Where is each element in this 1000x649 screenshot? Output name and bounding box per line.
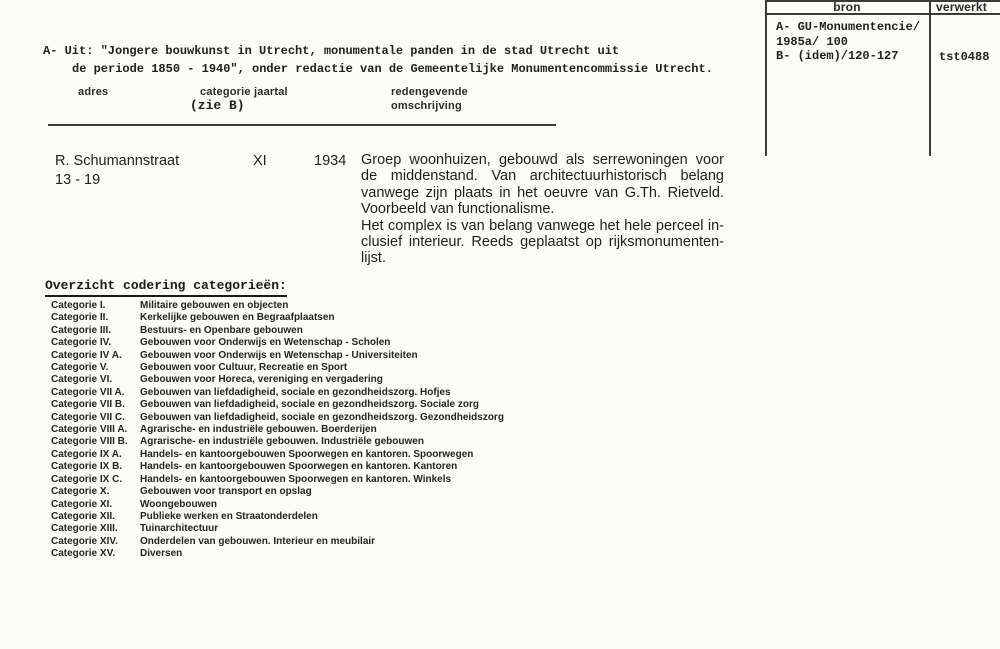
category-label: Tuinarchitectuur <box>140 523 219 535</box>
category-label: Handels- en kantoorgebouwen Spoorwegen en kantoren. Spoorwegen <box>140 448 474 460</box>
column-header-adres: adres <box>78 86 109 98</box>
category-item <box>51 424 504 436</box>
category-label: Militaire gebouwen en objecten <box>140 300 289 311</box>
category-code: Categorie IX C. <box>51 473 123 485</box>
categories-heading: Overzicht codering categorieën: <box>45 278 287 297</box>
category-item <box>51 523 504 535</box>
description-line: Groep woonhuizen, gebouwd als serrewoningen voor <box>361 152 724 168</box>
description-line: Voorbeeld van functionalisme. <box>361 201 555 218</box>
category-code: Categorie XI. <box>51 498 113 510</box>
category-code: Categorie VIII B. <box>51 436 128 448</box>
source-table-header-verwerkt: verwerkt <box>936 0 987 14</box>
entry-address-line2: 13 - 19 <box>55 172 101 188</box>
description-line: clusief interieur. Reeds geplaatst op rijksmonumenten- <box>361 234 724 251</box>
category-label: Gebouwen van liefdadigheid, sociale en gezondheidszorg. Gezondheidszorg <box>140 411 504 423</box>
description-line: Het complex is van belang vanwege het hele perceel in- <box>361 217 724 234</box>
category-item <box>51 387 504 399</box>
category-code: Categorie XIII. <box>51 523 118 535</box>
description-line: vanwege zijn plaats in het oeuvre van G.Th. Rietveld. <box>361 184 724 201</box>
source-table-left-border <box>765 0 767 156</box>
category-code: Categorie XV. <box>51 548 116 560</box>
category-item <box>51 350 504 362</box>
column-header-jaartal: jaartal <box>254 86 288 98</box>
category-label: Publieke werken en Straatonderdelen <box>140 510 318 522</box>
description-line: de middenstand. Van architectuurhistorisch belang <box>361 168 724 185</box>
category-code: Categorie IV. <box>51 337 112 349</box>
category-item <box>51 536 504 548</box>
category-item <box>51 436 504 448</box>
category-item <box>51 325 504 337</box>
category-item <box>51 461 504 473</box>
source-line: 1985a/ 100 <box>776 34 849 49</box>
intro-citation-line1: A- Uit: "Jongere bouwkunst in Utrecht, monumentale panden in de stad Utrecht uit <box>43 44 620 58</box>
categories-list <box>51 300 504 561</box>
column-header-omschrijving: omschrijving <box>391 100 462 112</box>
category-label: Gebouwen van liefdadigheid, sociale en gezondheidszorg. Sociale zorg <box>140 399 479 411</box>
category-item <box>51 399 504 411</box>
column-header-categorie-note: (zie B) <box>190 98 245 113</box>
category-label: Handels- en kantoorgebouwen Spoorwegen en kantoren. Winkels <box>140 473 452 485</box>
category-code: Categorie VI. <box>51 374 113 386</box>
column-header-categorie: categorie <box>200 86 251 98</box>
header-underline <box>48 124 556 126</box>
category-code: Categorie VII B. <box>51 399 125 411</box>
entry-description <box>361 152 724 267</box>
category-item <box>51 548 504 560</box>
category-code: Categorie XII. <box>51 510 115 522</box>
category-code: Categorie VII A. <box>51 386 125 398</box>
category-item <box>51 486 504 498</box>
intro-citation-line2: de periode 1850 - 1940", onder redactie van de Gemeentelijke Monumentencommissie Utrecht. <box>72 62 713 76</box>
category-code: Categorie V. <box>51 362 109 374</box>
category-item <box>51 499 504 511</box>
category-code: Categorie II. <box>51 312 109 324</box>
category-item <box>51 412 504 424</box>
category-item <box>51 511 504 523</box>
source-line: B- (idem)/120-127 <box>776 49 899 63</box>
category-code: Categorie I. <box>51 300 106 311</box>
category-label: Kerkelijke gebouwen en Begraafplaatsen <box>140 312 335 324</box>
entry-jaartal-value: 1934 <box>314 153 347 169</box>
category-label: Handels- en kantoorgebouwen Spoorwegen en kantoren. Kantoren <box>140 461 458 473</box>
category-item <box>51 474 504 486</box>
category-label: Bestuurs- en Openbare gebouwen <box>140 324 303 336</box>
entry-address-line1: R. Schumannstraat <box>55 153 180 169</box>
category-item <box>51 312 504 324</box>
category-label: Agrarische- en industriële gebouwen. Industriële gebouwen <box>140 436 424 448</box>
source-table-header-bron: bron <box>833 0 861 14</box>
category-item <box>51 337 504 349</box>
category-label: Gebouwen voor Horeca, vereniging en vergadering <box>140 374 383 386</box>
column-header-redengevende: redengevende <box>391 86 468 98</box>
category-code: Categorie XIV. <box>51 535 118 547</box>
category-item <box>51 449 504 461</box>
category-label: Gebouwen voor transport en opslag <box>140 486 312 498</box>
source-line: A- GU-Monumentencie/ <box>776 20 921 34</box>
category-label: Gebouwen van liefdadigheid, sociale en gezondheidszorg. Hofjes <box>140 386 451 398</box>
category-label: Woongebouwen <box>140 498 218 510</box>
category-item <box>51 300 504 312</box>
category-label: Agrarische- en industriële gebouwen. Boerderijen <box>140 424 377 436</box>
category-label: Gebouwen voor Onderwijs en Wetenschap - Universiteiten <box>140 349 418 361</box>
description-line: lijst. <box>361 250 386 267</box>
category-item <box>51 374 504 386</box>
category-code: Categorie IX A. <box>51 448 122 460</box>
category-item <box>51 362 504 374</box>
category-label: Diversen <box>140 548 183 560</box>
category-code: Categorie X. <box>51 486 110 498</box>
processed-code: tst0488 <box>939 50 990 64</box>
category-code: Categorie III. <box>51 324 112 336</box>
category-code: Categorie IX B. <box>51 461 123 473</box>
category-code: Categorie VII C. <box>51 411 125 423</box>
source-reference-lines <box>776 20 920 64</box>
source-table-column-divider <box>929 0 931 156</box>
category-code: Categorie VIII A. <box>51 424 128 436</box>
category-code: Categorie IV A. <box>51 349 122 361</box>
entry-categorie-value: XI <box>253 153 267 169</box>
category-label: Onderdelen van gebouwen. Interieur en meubilair <box>140 535 376 547</box>
category-label: Gebouwen voor Onderwijs en Wetenschap - Scholen <box>140 337 391 349</box>
category-label: Gebouwen voor Cultuur, Recreatie en Sport <box>140 362 348 374</box>
